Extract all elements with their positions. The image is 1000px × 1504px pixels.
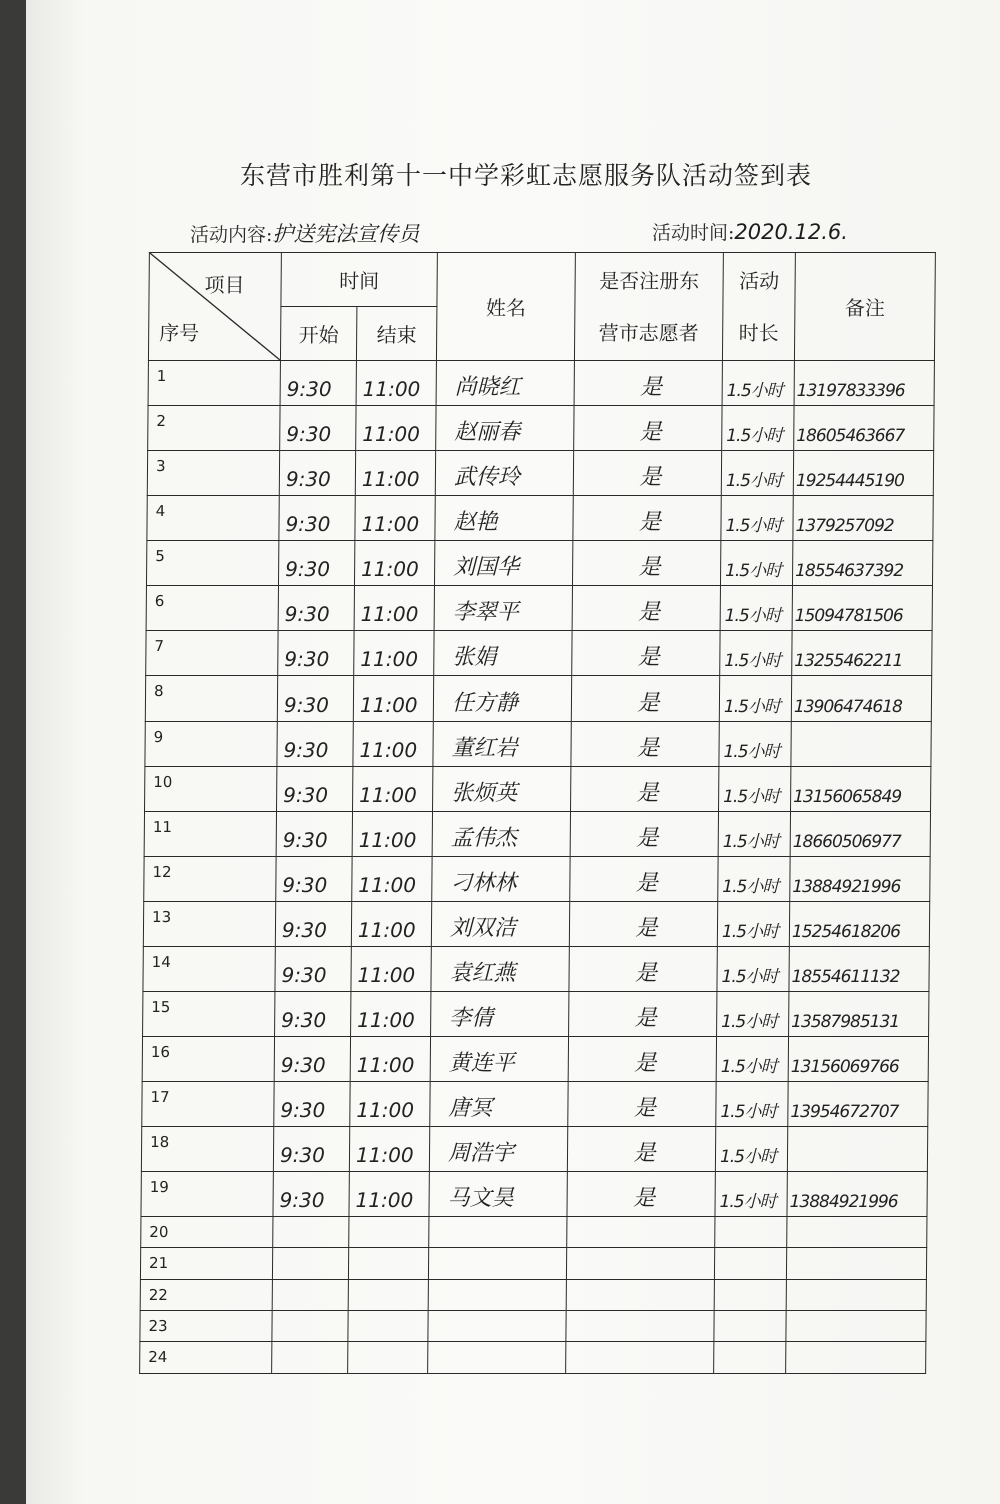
serial-cell: 21 xyxy=(140,1248,272,1279)
table-row xyxy=(145,766,931,811)
remark-cell: 19254445190 xyxy=(793,451,933,496)
header-duration-line2: 时长 xyxy=(738,320,779,345)
remark-cell: 15094781506 xyxy=(792,586,932,631)
duration-cell: 1.5小时 xyxy=(720,586,792,631)
end-time-cell: 11:00 xyxy=(356,361,436,406)
start-time-cell xyxy=(272,1311,348,1342)
header-diagonal-cell xyxy=(148,253,281,361)
registered-cell: 是 xyxy=(572,631,720,676)
end-time-cell xyxy=(348,1342,428,1374)
header-end: 结束 xyxy=(356,307,436,361)
duration-cell: 1.5小时 xyxy=(720,631,792,676)
header-duration xyxy=(722,253,795,361)
registered-cell xyxy=(566,1342,714,1374)
table-row xyxy=(146,631,932,676)
name-cell xyxy=(429,1217,567,1248)
table-row xyxy=(140,1311,926,1342)
end-time-cell: 11:00 xyxy=(350,1036,430,1081)
remark-cell: 13884921996 xyxy=(787,1172,927,1217)
table-row xyxy=(140,1279,926,1310)
end-time-cell: 11:00 xyxy=(353,766,433,811)
start-time-cell: 9:30 xyxy=(276,856,352,901)
duration-cell: 1.5小时 xyxy=(720,541,792,586)
start-time-cell: 9:30 xyxy=(277,721,353,766)
table-row xyxy=(148,406,934,451)
activity-content-value: 护送宪法宣传员 xyxy=(272,222,420,246)
start-time-cell: 9:30 xyxy=(274,1082,350,1127)
activity-time xyxy=(652,218,848,245)
remark-cell xyxy=(787,1127,927,1172)
end-time-cell: 11:00 xyxy=(351,901,431,946)
remark-cell: 13197833396 xyxy=(794,361,934,406)
serial-cell: 16 xyxy=(142,1036,274,1081)
registered-cell: 是 xyxy=(574,361,722,406)
table-row xyxy=(141,1172,927,1217)
duration-cell: 1.5小时 xyxy=(721,496,793,541)
start-time-cell: 9:30 xyxy=(275,901,351,946)
start-time-cell: 9:30 xyxy=(278,541,354,586)
remark-cell: 13255462211 xyxy=(792,631,932,676)
end-time-cell: 11:00 xyxy=(355,451,435,496)
start-time-cell xyxy=(272,1248,348,1279)
start-time-cell: 9:30 xyxy=(278,586,354,631)
duration-cell xyxy=(714,1279,786,1310)
end-time-cell: 11:00 xyxy=(352,811,432,856)
name-cell: 马文昊 xyxy=(429,1172,567,1217)
registered-cell: 是 xyxy=(571,766,719,811)
serial-cell: 5 xyxy=(146,541,278,586)
duration-cell: 1.5小时 xyxy=(717,991,789,1036)
name-cell: 尚晓红 xyxy=(436,361,574,406)
start-time-cell xyxy=(272,1342,348,1374)
start-time-cell xyxy=(272,1279,348,1310)
name-cell xyxy=(428,1279,566,1310)
serial-cell: 22 xyxy=(140,1279,272,1310)
end-time-cell xyxy=(348,1248,428,1279)
name-cell: 黄连平 xyxy=(430,1036,568,1081)
registered-cell: 是 xyxy=(573,496,721,541)
name-cell: 周浩宇 xyxy=(429,1127,567,1172)
name-cell: 刘国华 xyxy=(434,541,572,586)
remark-cell xyxy=(786,1248,926,1279)
remark-cell: 1379257092 xyxy=(793,496,933,541)
start-time-cell: 9:30 xyxy=(273,1172,349,1217)
table-row xyxy=(147,496,933,541)
table-row xyxy=(143,991,929,1036)
serial-cell: 4 xyxy=(147,496,279,541)
duration-cell xyxy=(715,1217,787,1248)
table-row xyxy=(141,1127,927,1172)
header-remarks: 备注 xyxy=(794,253,935,361)
start-time-cell: 9:30 xyxy=(279,451,355,496)
start-time-cell: 9:30 xyxy=(275,946,351,991)
table-row xyxy=(146,541,932,586)
serial-cell: 1 xyxy=(148,361,280,406)
table-row xyxy=(145,676,931,721)
remark-cell: 18554611132 xyxy=(789,946,929,991)
start-time-cell: 9:30 xyxy=(279,496,355,541)
name-cell: 袁红燕 xyxy=(431,946,569,991)
registered-cell: 是 xyxy=(574,406,722,451)
duration-cell: 1.5小时 xyxy=(716,1036,788,1081)
serial-cell: 9 xyxy=(145,721,277,766)
end-time-cell: 11:00 xyxy=(354,631,434,676)
registered-cell: 是 xyxy=(567,1172,715,1217)
table-row xyxy=(142,1036,928,1081)
registered-cell: 是 xyxy=(567,1127,715,1172)
name-cell: 董红岩 xyxy=(433,721,571,766)
name-cell: 武传玲 xyxy=(435,451,573,496)
table-row xyxy=(143,901,929,946)
remark-cell: 13156065849 xyxy=(791,766,931,811)
start-time-cell: 9:30 xyxy=(274,1036,350,1081)
registered-cell: 是 xyxy=(572,586,720,631)
header-time: 时间 xyxy=(281,253,437,307)
remark-cell xyxy=(786,1342,926,1374)
serial-cell: 24 xyxy=(140,1342,272,1374)
header-item: 项目 xyxy=(204,273,245,297)
header-start: 开始 xyxy=(280,307,356,361)
serial-cell: 14 xyxy=(143,946,275,991)
name-cell: 李翠平 xyxy=(434,586,572,631)
table-row xyxy=(142,1082,928,1127)
header-serial: 序号 xyxy=(159,321,200,345)
remark-cell xyxy=(791,721,931,766)
serial-cell: 19 xyxy=(141,1172,273,1217)
duration-cell: 1.5小时 xyxy=(721,451,793,496)
end-time-cell: 11:00 xyxy=(349,1172,429,1217)
name-cell: 任方静 xyxy=(433,676,571,721)
duration-cell: 1.5小时 xyxy=(717,901,789,946)
name-cell: 孟伟杰 xyxy=(432,811,570,856)
name-cell xyxy=(428,1342,566,1374)
name-cell xyxy=(428,1311,566,1342)
registered-cell: 是 xyxy=(569,946,717,991)
duration-cell: 1.5小时 xyxy=(717,946,789,991)
serial-cell: 17 xyxy=(142,1082,274,1127)
start-time-cell: 9:30 xyxy=(280,406,356,451)
sign-in-sheet xyxy=(139,252,935,1374)
remark-cell: 18605463667 xyxy=(794,406,934,451)
end-time-cell: 11:00 xyxy=(353,676,433,721)
table-row xyxy=(143,946,929,991)
start-time-cell: 9:30 xyxy=(280,361,356,406)
remark-cell xyxy=(786,1279,926,1310)
duration-cell: 1.5小时 xyxy=(715,1172,787,1217)
name-cell: 赵艳 xyxy=(435,496,573,541)
registered-cell: 是 xyxy=(570,856,718,901)
end-time-cell: 11:00 xyxy=(349,1127,429,1172)
registered-cell xyxy=(566,1248,714,1279)
table-row xyxy=(146,586,932,631)
end-time-cell: 11:00 xyxy=(354,586,434,631)
start-time-cell: 9:30 xyxy=(276,811,352,856)
duration-cell: 1.5小时 xyxy=(718,811,790,856)
duration-cell: 1.5小时 xyxy=(719,766,791,811)
page-title: 东营市胜利第十一中学彩虹志愿服务队活动签到表 xyxy=(240,161,813,190)
registered-cell xyxy=(566,1311,714,1342)
header-duration-line1: 活动 xyxy=(739,268,780,293)
start-time-cell: 9:30 xyxy=(277,676,353,721)
table-row xyxy=(141,1217,927,1248)
serial-cell: 6 xyxy=(146,586,278,631)
registered-cell: 是 xyxy=(569,991,717,1036)
end-time-cell xyxy=(348,1311,428,1342)
header-registered-line1: 是否注册东 xyxy=(599,268,700,293)
serial-cell: 10 xyxy=(145,766,277,811)
header-name: 姓名 xyxy=(436,253,575,361)
table-row xyxy=(145,721,931,766)
name-cell xyxy=(428,1248,566,1279)
end-time-cell: 11:00 xyxy=(351,991,431,1036)
serial-cell: 7 xyxy=(146,631,278,676)
header-registered xyxy=(574,253,723,361)
duration-cell xyxy=(714,1311,786,1342)
serial-cell: 18 xyxy=(141,1127,273,1172)
remark-cell: 18554637392 xyxy=(792,541,932,586)
serial-cell: 13 xyxy=(143,901,275,946)
sign-in-table xyxy=(139,252,936,1374)
duration-cell: 1.5小时 xyxy=(719,676,791,721)
remark-cell xyxy=(787,1217,927,1248)
table-row xyxy=(140,1342,926,1374)
serial-cell: 2 xyxy=(148,406,280,451)
name-cell: 唐冥 xyxy=(430,1082,568,1127)
serial-cell: 3 xyxy=(147,451,279,496)
table-row xyxy=(147,451,933,496)
remark-cell: 13587985131 xyxy=(789,991,929,1036)
duration-cell: 1.5小时 xyxy=(719,721,791,766)
end-time-cell: 11:00 xyxy=(354,541,434,586)
end-time-cell: 11:00 xyxy=(356,406,436,451)
registered-cell: 是 xyxy=(572,541,720,586)
registered-cell: 是 xyxy=(568,1082,716,1127)
duration-cell: 1.5小时 xyxy=(722,361,794,406)
duration-cell: 1.5小时 xyxy=(722,406,794,451)
start-time-cell: 9:30 xyxy=(275,991,351,1036)
end-time-cell xyxy=(348,1279,428,1310)
end-time-cell xyxy=(349,1217,429,1248)
remark-cell: 13884921996 xyxy=(790,856,930,901)
duration-cell: 1.5小时 xyxy=(716,1082,788,1127)
end-time-cell: 11:00 xyxy=(350,1082,430,1127)
registered-cell: 是 xyxy=(571,676,719,721)
registered-cell: 是 xyxy=(573,451,721,496)
name-cell: 张烦英 xyxy=(433,766,571,811)
start-time-cell: 9:30 xyxy=(277,766,353,811)
end-time-cell: 11:00 xyxy=(351,946,431,991)
table-row xyxy=(140,1248,926,1279)
remark-cell: 13156069766 xyxy=(788,1036,928,1081)
remark-cell: 15254618206 xyxy=(789,901,929,946)
table-row xyxy=(144,856,930,901)
name-cell: 李倩 xyxy=(431,991,569,1036)
registered-cell: 是 xyxy=(569,901,717,946)
duration-cell: 1.5小时 xyxy=(718,856,790,901)
duration-cell xyxy=(714,1248,786,1279)
name-cell: 张娟 xyxy=(434,631,572,676)
end-time-cell: 11:00 xyxy=(352,856,432,901)
activity-time-value: 2020.12.6. xyxy=(734,220,848,244)
serial-cell: 12 xyxy=(144,856,276,901)
name-cell: 赵丽春 xyxy=(436,406,574,451)
serial-cell: 8 xyxy=(145,676,277,721)
serial-cell: 23 xyxy=(140,1311,272,1342)
serial-cell: 20 xyxy=(141,1217,273,1248)
registered-cell xyxy=(567,1217,715,1248)
remark-cell xyxy=(786,1311,926,1342)
registered-cell: 是 xyxy=(568,1036,716,1081)
end-time-cell: 11:00 xyxy=(353,721,433,766)
registered-cell: 是 xyxy=(571,721,719,766)
activity-time-label: 活动时间: xyxy=(652,222,735,244)
name-cell: 刘双洁 xyxy=(431,901,569,946)
name-cell: 刁林林 xyxy=(432,856,570,901)
table-row xyxy=(148,361,934,406)
start-time-cell xyxy=(273,1217,349,1248)
end-time-cell: 11:00 xyxy=(355,496,435,541)
duration-cell: 1.5小时 xyxy=(715,1127,787,1172)
start-time-cell: 9:30 xyxy=(273,1127,349,1172)
remark-cell: 18660506977 xyxy=(790,811,930,856)
activity-content-label: 活动内容: xyxy=(190,224,273,246)
registered-cell: 是 xyxy=(570,811,718,856)
remark-cell: 13906474618 xyxy=(791,676,931,721)
table-row xyxy=(144,811,930,856)
duration-cell xyxy=(714,1342,786,1374)
registered-cell xyxy=(566,1279,714,1310)
header-registered-line2: 营市志愿者 xyxy=(598,320,699,345)
remark-cell: 13954672707 xyxy=(788,1082,928,1127)
serial-cell: 15 xyxy=(143,991,275,1036)
serial-cell: 11 xyxy=(144,811,276,856)
start-time-cell: 9:30 xyxy=(278,631,354,676)
activity-content xyxy=(190,218,419,248)
